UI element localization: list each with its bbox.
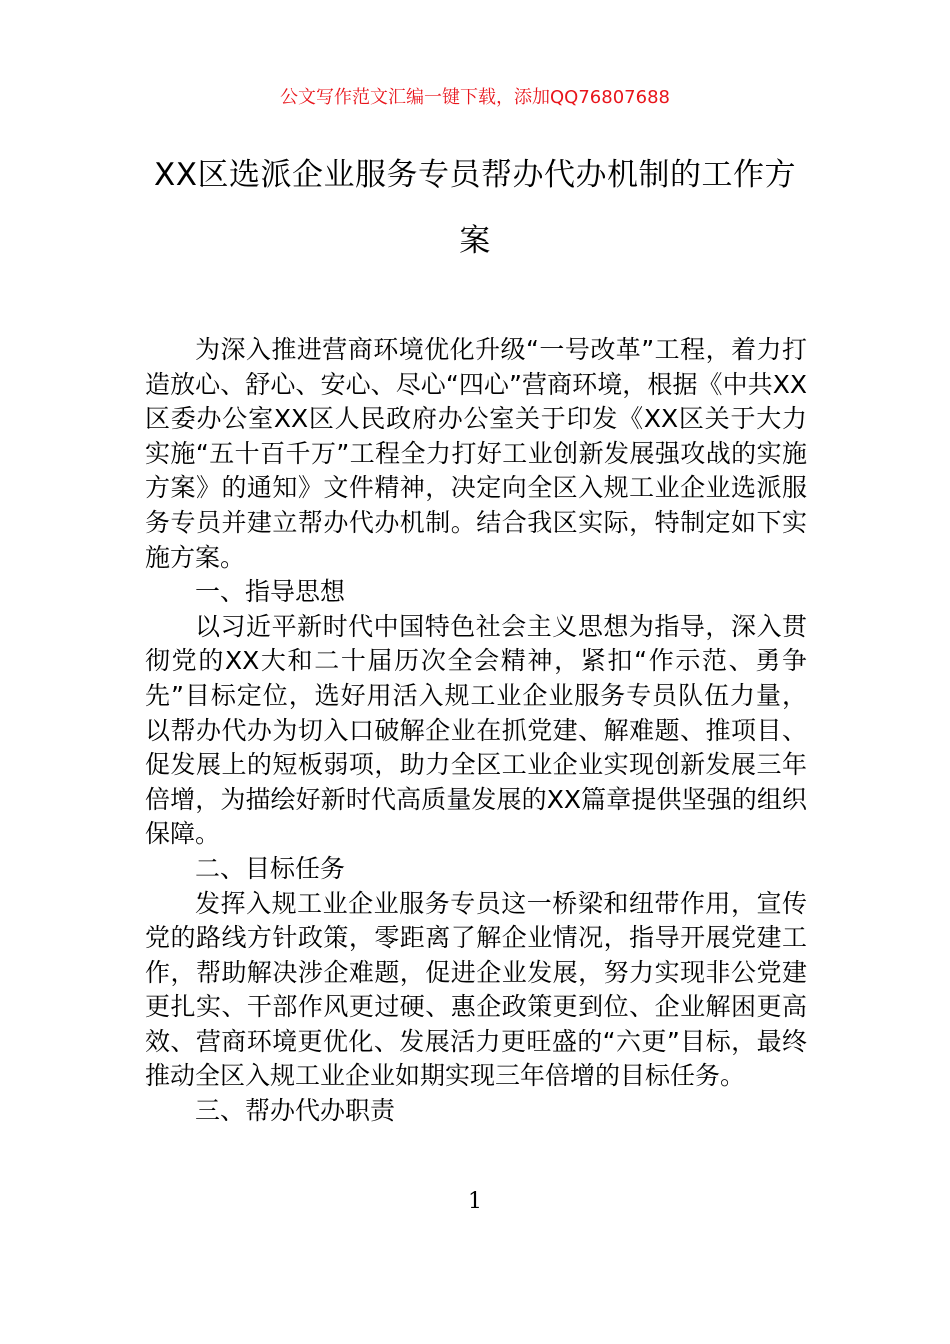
document-body bbox=[145, 333, 807, 1129]
download-banner[interactable]: 公文写作范文汇编一键下载，添加QQ76807688 bbox=[280, 87, 670, 108]
guiding-ideology-paragraph: 以习近平新时代中国特色社会主义思想为指导，深入贯彻党的XX大和二十届历次全会精神，紧扣“作示范、勇争先”目标定位，选好用活入规工业企业服务专员队伍力量，以帮办代办为切入口破解企业在抓党建、解难题、推项目、促发展上的短板弱项，助力全区工业企业实现创新发展三年倍增，为描绘好新时代高质量发展的XX篇章提供坚强的组织保障。 bbox=[145, 611, 807, 849]
intro-paragraph: 为深入推进营商环境优化升级“一号改革”工程，着力打造放心、舒心、安心、尽心“四心”营商环境，根据《中共XX区委办公室XX区人民政府办公室关于印发《XX区关于大力实施“五十百千万”工程全力打好工业创新发展强攻战的实施方案》的通知》文件精神，决定向全区入规工业企业选派服务专员并建立帮办代办机制。结合我区实际，特制定如下实施方案。 bbox=[145, 335, 807, 572]
section-heading-guiding-ideology: 一、指导思想 bbox=[195, 577, 346, 607]
section-heading-objectives: 二、目标任务 bbox=[195, 853, 346, 883]
section-heading-duties: 三、帮办代办职责 bbox=[195, 1096, 396, 1126]
page-number: 1 bbox=[468, 1189, 482, 1214]
document-title: XX区选派企业服务专员帮办代办机制的工作方案 bbox=[154, 157, 796, 259]
objectives-paragraph: 发挥入规工业企业服务专员这一桥梁和纽带作用，宣传党的路线方针政策，零距离了解企业情况，指导开展党建工作，帮助解决涉企难题，促进企业发展，努力实现非公党建更扎实、干部作风更过硬、惠企政策更到位、企业解困更高效、营商环境更优化、发展活力更旺盛的“六更”目标，最终推动全区入规工业企业如期实现三年倍增的目标任务。 bbox=[145, 888, 807, 1091]
